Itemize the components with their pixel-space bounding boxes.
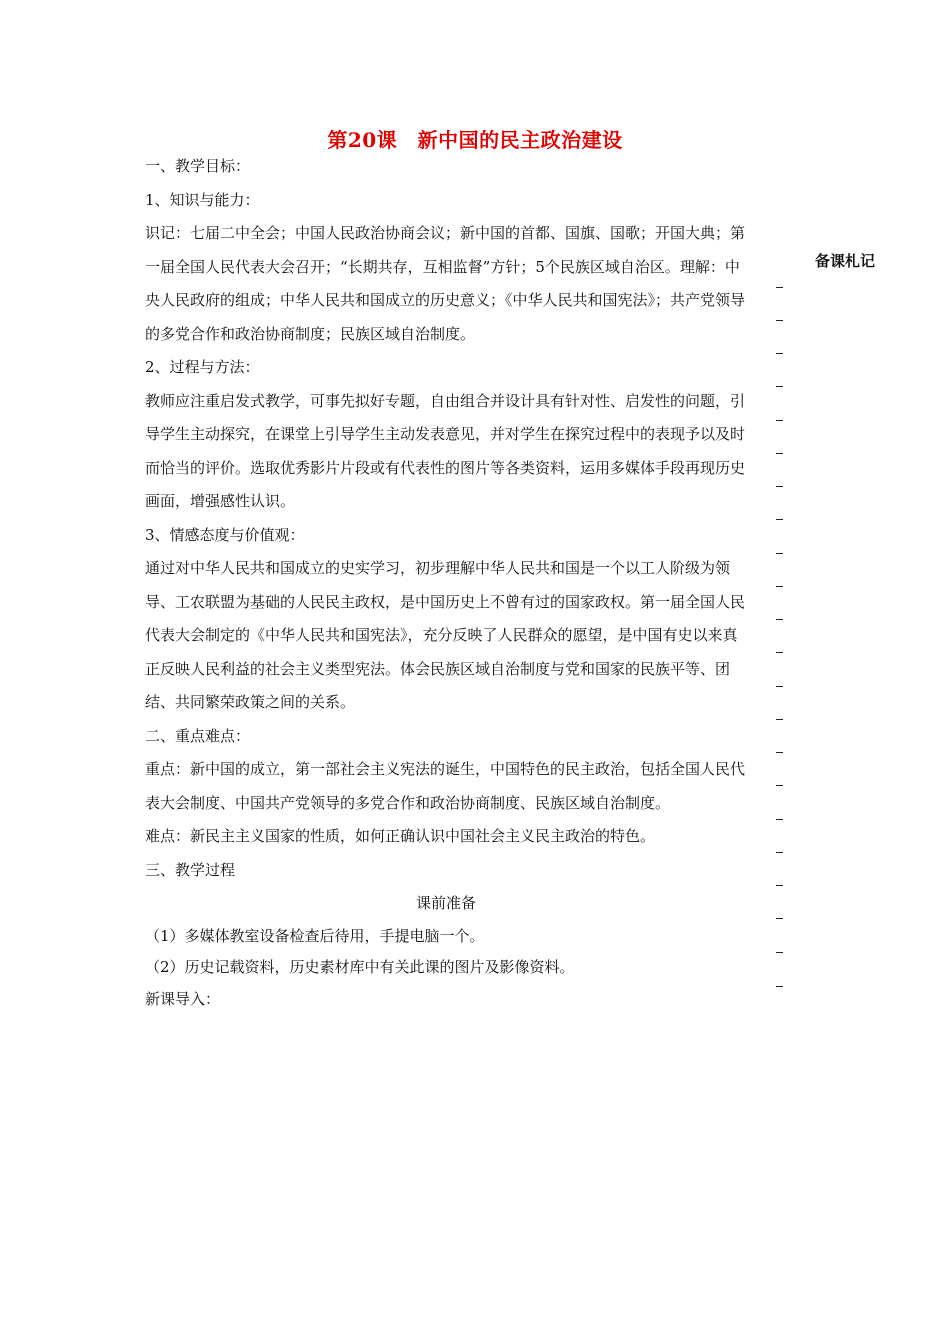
subheading-intro: 新课导入： (145, 989, 221, 1008)
note-line (776, 819, 783, 820)
paragraph-difficulties: 难点：新民主主义国家的性质，如何正确认识中国社会主义民主政治的特色。 (145, 827, 656, 845)
list-item-prep-2: （2）历史记载资料，历史素材库中有关此课的图片及影像资料。 (145, 957, 575, 976)
note-line (776, 986, 783, 987)
list-item-prep-1: （1）多媒体教室设备检查后待用，手提电脑一个。 (145, 926, 485, 945)
note-line (776, 652, 783, 653)
note-line (776, 952, 783, 953)
note-line (776, 619, 783, 620)
note-line (776, 287, 783, 288)
notes-sidebar-title: 备课札记 (815, 252, 876, 270)
note-line (776, 519, 783, 520)
note-line (776, 918, 783, 919)
section-heading-keypoints: 二、重点难点： (145, 726, 251, 745)
note-line (776, 353, 783, 354)
note-line (776, 320, 783, 321)
note-line (776, 453, 783, 454)
note-line (776, 553, 783, 554)
subheading-knowledge: 1、知识与能力： (145, 190, 260, 209)
note-line (776, 686, 783, 687)
note-line (776, 752, 783, 753)
note-line (776, 852, 783, 853)
subheading-values: 3、情感态度与价值观： (145, 525, 305, 544)
paragraph-keypoints: 重点：新中国的成立，第一部社会主义宪法的诞生，中国特色的民主政治，包括全国人民代表大会制度、中国共产党领导的多党合作和政治协商制度、民族区域自治制度。 (145, 760, 746, 812)
note-line (776, 386, 783, 387)
note-line (776, 586, 783, 587)
note-line (776, 486, 783, 487)
lesson-title: 第20课 新中国的民主政治建设 (327, 128, 623, 152)
paragraph-process: 教师应注重启发式教学，可事先拟好专题，自由组合并设计具有针对性、启发性的问题，引导学生主动探究，在课堂上引导学生主动发表意见，并对学生在探究过程中的表现予以及时而恰当的评价。选取优秀影片片段或有代表性的图片等各类资料，运用多媒体手段再现历史画面，增强感性认识。 (145, 391, 746, 510)
section-heading-objectives: 一、教学目标： (145, 157, 251, 175)
note-line (776, 719, 783, 720)
subheading-process: 2、过程与方法： (145, 358, 260, 376)
paragraph-knowledge: 识记：七届二中全会；中国人民政治协商会议；新中国的首都、国旗、国歌；开国大典；第一届全国人民代表大会召开；“长期共存，互相监督”方针；5个民族区域自治区。理解：中央人民政府的组成；中华人民共和国成立的历史意义；《中华人民共和国宪法》；共产党领导的多党合作和政治协商制度；民族区域自治制度。 (145, 224, 746, 343)
main-content (145, 150, 747, 1016)
note-line (776, 420, 783, 421)
subheading-preparation: 课前准备 (415, 894, 476, 912)
note-line (776, 885, 783, 886)
note-line (776, 785, 783, 786)
section-heading-process: 三、教学过程 (145, 860, 236, 879)
paragraph-values: 通过对中华人民共和国成立的史实学习，初步理解中华人民共和国是一个以工人阶级为领导、工农联盟为基础的人民民主政权，是中国历史上不曾有过的国家政权。第一届全国人民代表大会制定的《中华人民共和国宪法》，充分反映了人民群众的愿望，是中国有史以来真正反映人民利益的社会主义类型宪法。体会民族区域自治制度与党和国家的民族平等、团结、共同繁荣政策之间的关系。 (145, 559, 746, 711)
